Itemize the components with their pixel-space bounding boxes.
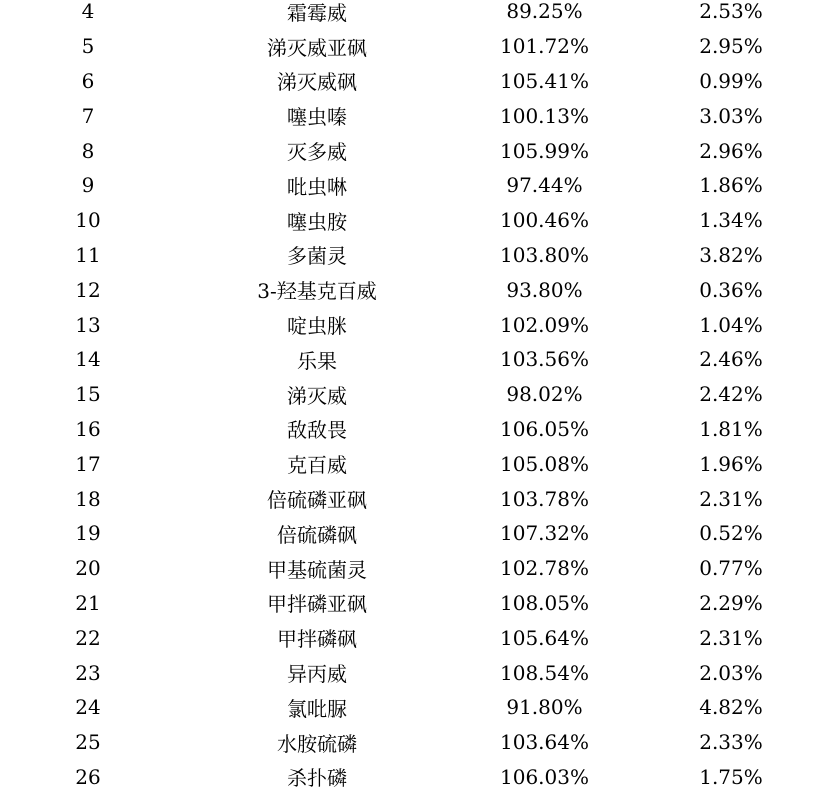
compound-name: 噻虫嗪	[287, 105, 347, 130]
row-number: 12	[75, 277, 101, 302]
table-row	[0, 133, 831, 168]
row-number: 4	[81, 0, 95, 24]
recovery-value: 105.08%	[500, 451, 589, 476]
compound-name: 异丙威	[287, 662, 347, 687]
table-row	[0, 203, 831, 238]
table-row	[0, 342, 831, 377]
rsd-value: 1.86%	[699, 173, 763, 198]
compound-name: 多菌灵	[287, 244, 347, 269]
recovery-value: 103.56%	[500, 347, 589, 372]
compound-name: 倍硫磷砜	[277, 522, 357, 547]
rsd-value: 0.99%	[699, 68, 763, 93]
compound-name: 涕灭威亚砜	[267, 35, 367, 60]
row-number: 15	[75, 382, 101, 407]
compound-name: 水胺硫磷	[277, 731, 357, 756]
recovery-value: 102.78%	[500, 556, 589, 581]
rsd-value: 2.96%	[699, 138, 763, 163]
table-row	[0, 620, 831, 655]
rsd-value: 1.81%	[699, 416, 763, 441]
row-number: 9	[81, 173, 95, 198]
row-number: 21	[75, 590, 101, 615]
compound-name: 氯吡脲	[287, 696, 347, 721]
rsd-value: 0.36%	[699, 277, 763, 302]
row-number: 5	[81, 34, 95, 59]
compound-name: 噻虫胺	[287, 209, 347, 234]
table-row	[0, 551, 831, 586]
rsd-value: 3.03%	[699, 103, 763, 128]
row-number: 6	[81, 68, 95, 93]
rsd-value: 1.75%	[699, 764, 763, 789]
row-number: 25	[75, 730, 101, 755]
rsd-value: 0.52%	[699, 521, 763, 546]
rsd-value: 2.95%	[699, 34, 763, 59]
table-row	[0, 98, 831, 133]
recovery-value: 105.41%	[500, 68, 589, 93]
recovery-value: 103.78%	[500, 486, 589, 511]
compound-name: 克百威	[287, 453, 347, 478]
compound-name: 灭多威	[287, 140, 347, 165]
row-number: 17	[75, 451, 101, 476]
compound-name: 霜霉威	[287, 0, 347, 25]
rsd-value: 3.82%	[699, 242, 763, 267]
table-row	[0, 586, 831, 621]
rsd-value: 2.03%	[699, 660, 763, 685]
recovery-value: 102.09%	[500, 312, 589, 337]
row-number: 7	[81, 103, 95, 128]
rsd-value: 2.31%	[699, 486, 763, 511]
recovery-value: 93.80%	[506, 277, 583, 302]
recovery-value: 98.02%	[506, 382, 583, 407]
compound-name: 甲基硫菌灵	[267, 557, 367, 582]
compound-name: 敌敌畏	[287, 418, 347, 443]
compound-name: 甲拌磷砜	[277, 627, 357, 652]
table-row	[0, 655, 831, 690]
table-row	[0, 64, 831, 99]
row-number: 26	[75, 764, 101, 789]
rsd-value: 4.82%	[699, 695, 763, 720]
table-row	[0, 29, 831, 64]
table-row	[0, 481, 831, 516]
recovery-value: 106.03%	[500, 764, 589, 789]
recovery-value: 89.25%	[506, 0, 583, 24]
recovery-value: 97.44%	[506, 173, 583, 198]
recovery-value: 103.64%	[500, 730, 589, 755]
row-number: 11	[75, 242, 101, 267]
compound-name: 涕灭威	[287, 383, 347, 408]
table-row	[0, 272, 831, 307]
recovery-value: 91.80%	[506, 695, 583, 720]
row-number: 10	[75, 208, 101, 233]
compound-name: 啶虫脒	[287, 314, 347, 339]
table-row	[0, 412, 831, 447]
rsd-value: 1.04%	[699, 312, 763, 337]
rsd-value: 2.46%	[699, 347, 763, 372]
compound-name: 杀扑磷	[287, 766, 347, 791]
recovery-value: 107.32%	[500, 521, 589, 546]
table-row	[0, 307, 831, 342]
row-number: 24	[75, 695, 101, 720]
recovery-value: 108.54%	[500, 660, 589, 685]
rsd-value: 2.42%	[699, 382, 763, 407]
recovery-value: 105.99%	[500, 138, 589, 163]
compound-name: 吡虫啉	[287, 174, 347, 199]
recovery-value: 103.80%	[500, 242, 589, 267]
compound-name: 乐果	[297, 348, 337, 373]
rsd-value: 2.53%	[699, 0, 763, 24]
table-row	[0, 238, 831, 273]
recovery-value: 100.13%	[500, 103, 589, 128]
compound-name: 倍硫磷亚砜	[267, 488, 367, 513]
recovery-value: 108.05%	[500, 590, 589, 615]
compound-name: 甲拌磷亚砜	[267, 592, 367, 617]
row-number: 23	[75, 660, 101, 685]
row-number: 13	[75, 312, 101, 337]
row-number: 16	[75, 416, 101, 441]
rsd-value: 2.31%	[699, 625, 763, 650]
compound-name: 3-羟基克百威	[257, 279, 377, 304]
recovery-value: 100.46%	[500, 208, 589, 233]
row-number: 19	[75, 521, 101, 546]
table-row	[0, 725, 831, 760]
table-row	[0, 446, 831, 481]
table-row	[0, 690, 831, 725]
recovery-value: 106.05%	[500, 416, 589, 441]
table-row	[0, 377, 831, 412]
table-row	[0, 0, 831, 29]
row-number: 20	[75, 556, 101, 581]
compound-name: 涕灭威砜	[277, 70, 357, 95]
recovery-value: 105.64%	[500, 625, 589, 650]
rsd-value: 1.96%	[699, 451, 763, 476]
row-number: 22	[75, 625, 101, 650]
row-number: 14	[75, 347, 101, 372]
table-row	[0, 516, 831, 551]
row-number: 8	[81, 138, 95, 163]
rsd-value: 2.33%	[699, 730, 763, 755]
table-row	[0, 168, 831, 203]
row-number: 18	[75, 486, 101, 511]
rsd-value: 1.34%	[699, 208, 763, 233]
recovery-value: 101.72%	[500, 34, 589, 59]
rsd-value: 0.77%	[699, 556, 763, 581]
rsd-value: 2.29%	[699, 590, 763, 615]
